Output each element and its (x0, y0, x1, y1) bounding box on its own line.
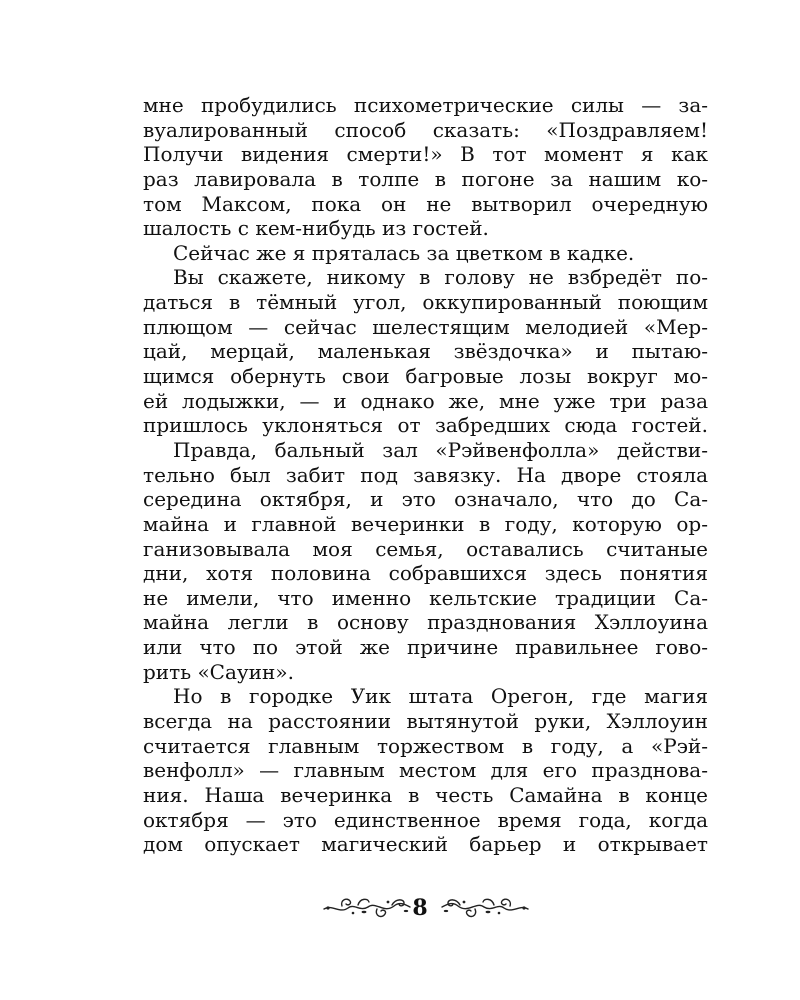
flourish-ornament-icon (440, 892, 530, 922)
text-line: всегда на расстоянии вытянутой руки, Хэллоуин (143, 709, 708, 734)
text-line: плющом — сейчас шелестящим мелодией «Мер- (143, 314, 708, 339)
text-line: майна и главной вечеринки в году, которую ор- (143, 511, 708, 536)
text-line: считается главным торжеством в году, а «Рэй- (143, 733, 708, 758)
text-line: не имели, что именно кельтские традиции Са- (143, 585, 708, 610)
text-line: пришлось уклоняться от забредших сюда гостей. (143, 413, 708, 438)
text-line: дом опускает магический барьер и открывает (143, 832, 708, 857)
text-line: цай, мерцай, маленькая звёздочка» и пытаю- (143, 339, 708, 364)
text-line: мне пробудились психометрические силы — за- (143, 93, 708, 117)
page-footer (0, 888, 800, 932)
text-line: ганизовывала моя семья, оставались считаные (143, 536, 708, 561)
text-line: вуалированный способ сказать: «Поздравляем! (143, 117, 708, 142)
text-line: ей лодыжки, — и однако же, мне уже три раза (143, 388, 708, 413)
text-line: или что по этой же причине правильнее гово- (143, 635, 708, 660)
text-line: шалость с кем-нибудь из гостей. (143, 216, 489, 241)
text-line: Вы скажете, никому в голову не взбредёт по- (173, 265, 708, 290)
text-line: рить «Сауин». (143, 659, 294, 684)
text-line: щимся обернуть свои багровые лозы вокруг мо- (143, 364, 708, 389)
text-line: дни, хотя половина собравшихся здесь понятия (143, 561, 708, 586)
text-line: том Максом, пока он не вытворил очередную (143, 191, 708, 216)
text-line: тельно был забит под завязку. На дворе стояла (143, 462, 708, 487)
text-line: октября — это единственное время года, когда (143, 807, 708, 832)
text-line: раз лавировала в толпе в погоне за нашим ко- (143, 166, 708, 191)
text-line: венфолл» — главным местом для его празднова- (143, 758, 708, 783)
text-line: даться в тёмный угол, оккупированный поющим (143, 290, 708, 315)
page-number: 8 (412, 895, 428, 921)
text-line: Сейчас же я пряталась за цветком в кадке. (173, 240, 635, 265)
text-line: ния. Наша вечеринка в честь Самайна в конце (143, 782, 708, 807)
text-line: майна легли в основу празднования Хэллоуина (143, 610, 708, 635)
text-line: Но в городке Уик штата Орегон, где магия (173, 684, 708, 709)
flourish-ornament-icon (322, 892, 412, 922)
text-line: середина октября, и это означало, что до Са- (143, 487, 708, 512)
body-text (143, 93, 708, 857)
text-line: Получи видения смерти!» В тот момент я как (143, 142, 708, 167)
text-line: Правда, бальный зал «Рэйвенфолла» действи- (173, 437, 708, 462)
